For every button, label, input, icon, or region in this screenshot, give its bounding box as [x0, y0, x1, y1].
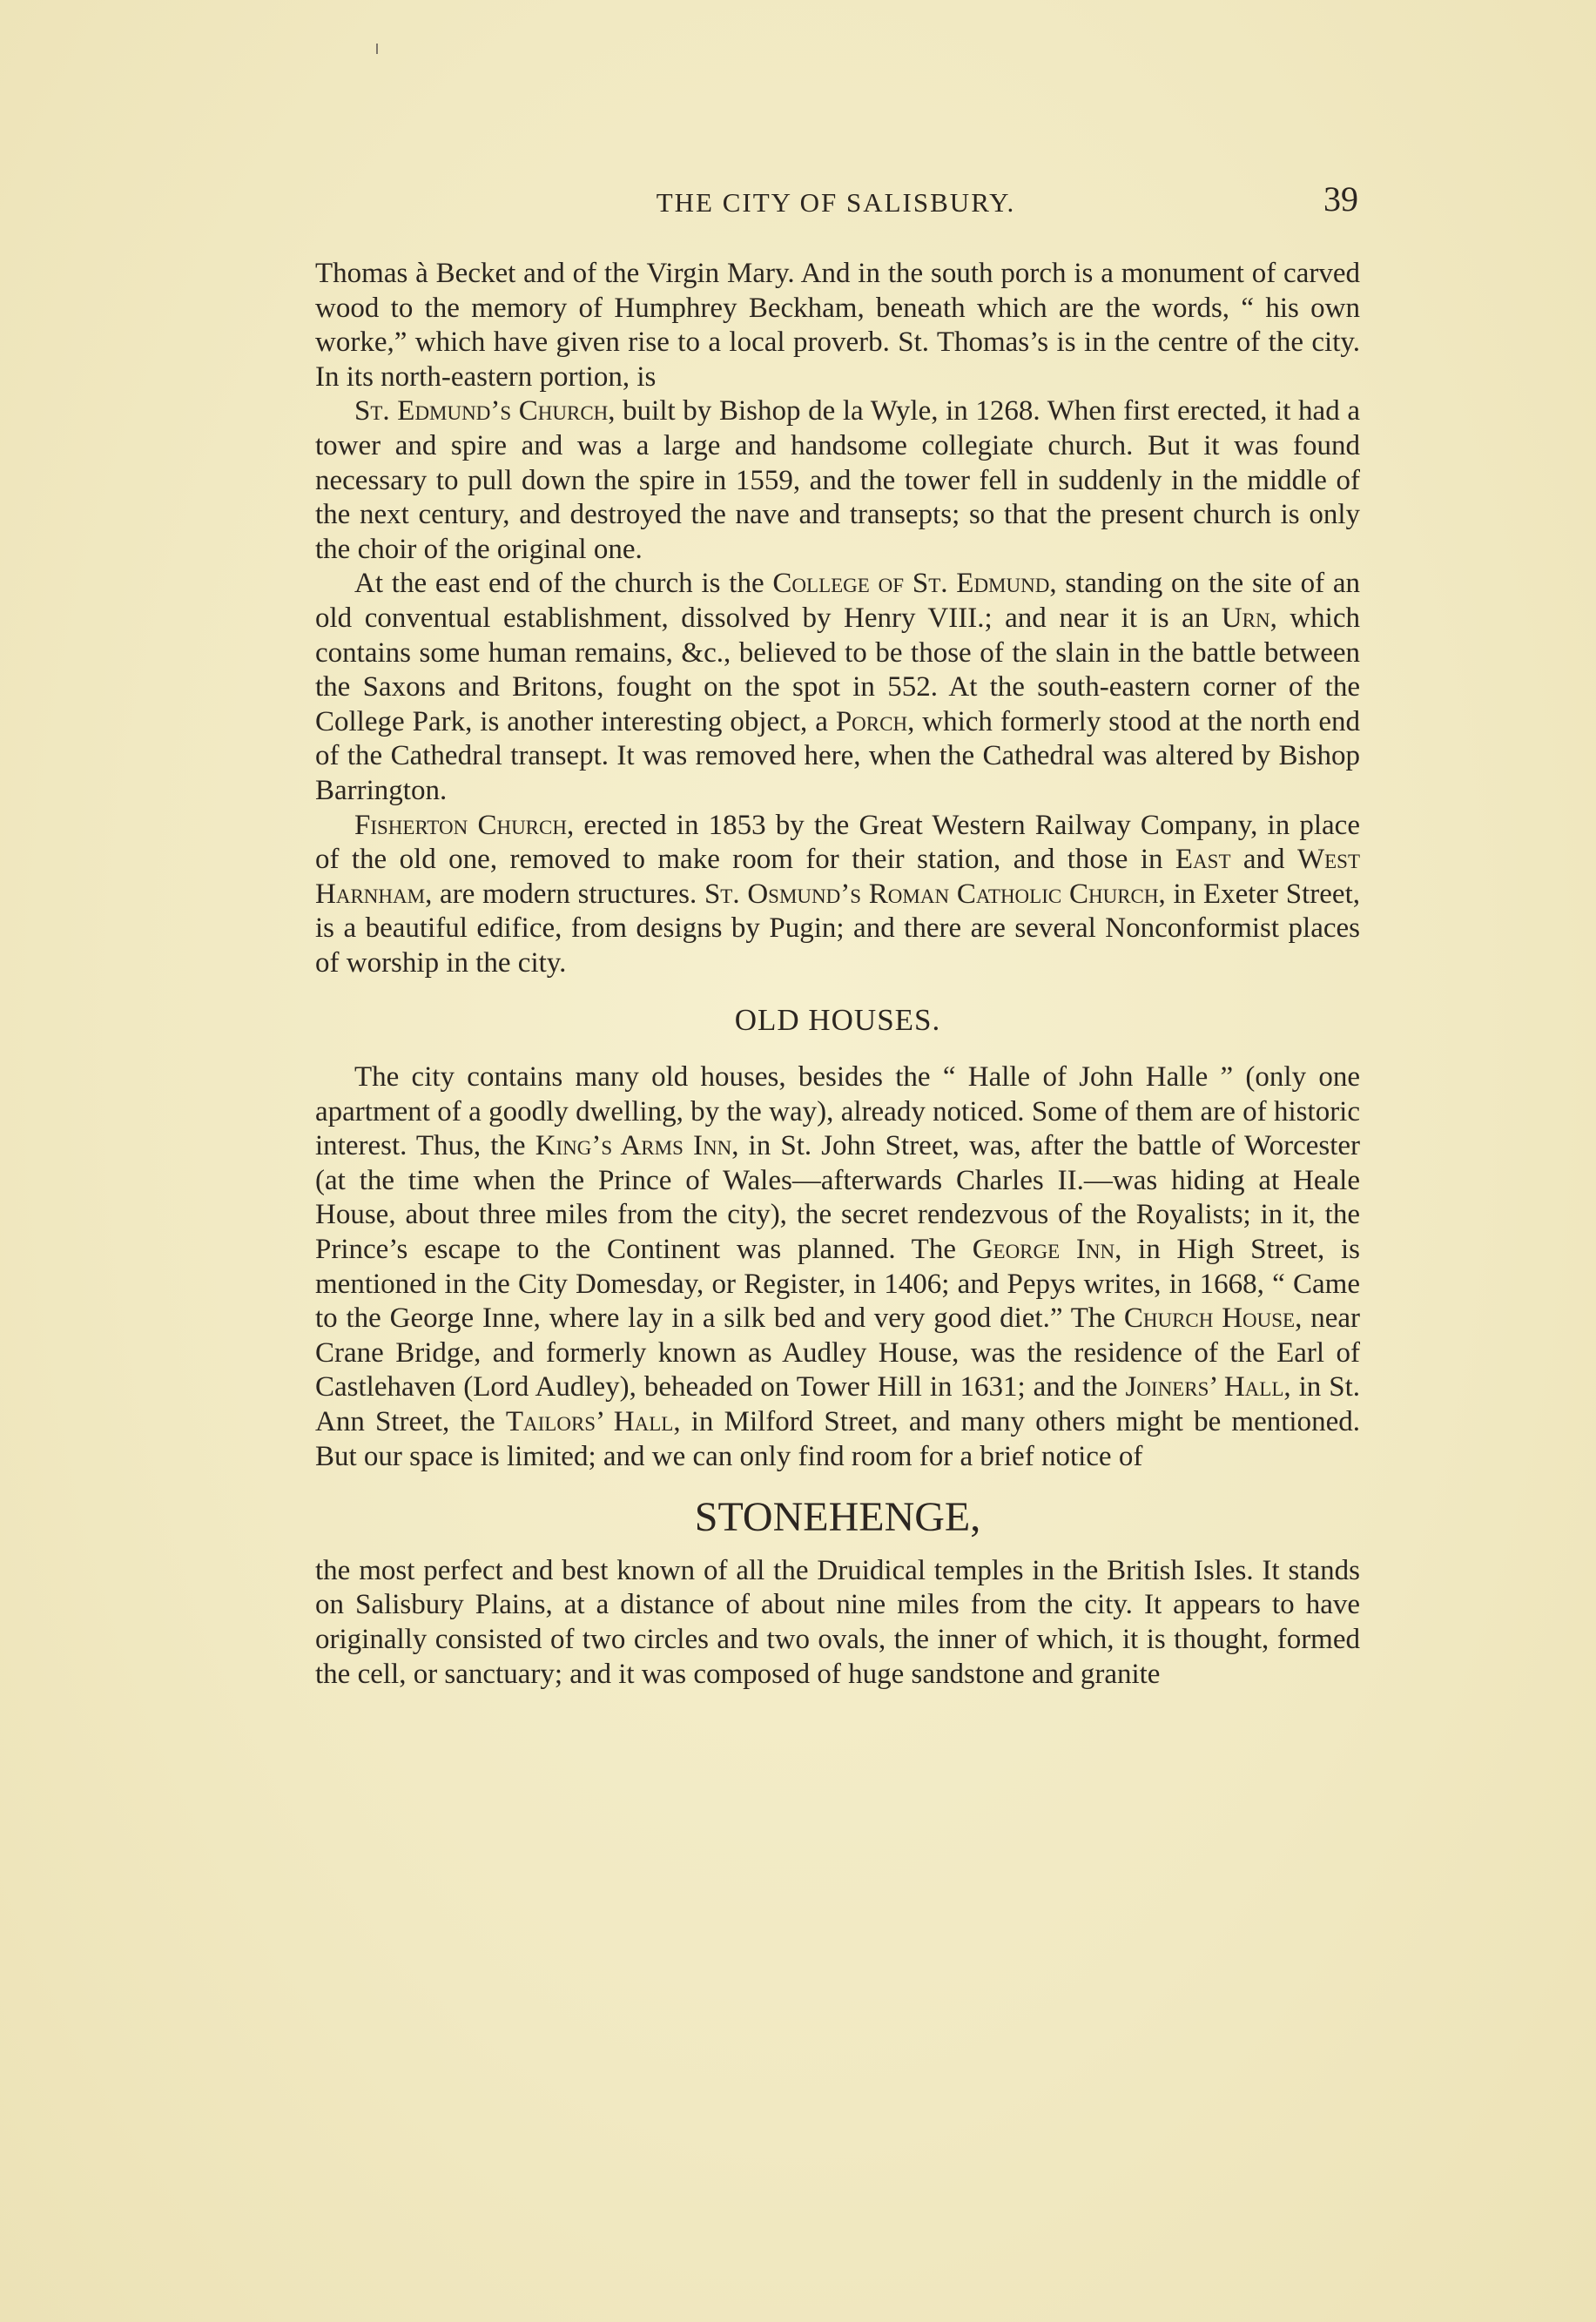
heading-old-houses: OLD HOUSES. — [734, 1003, 941, 1038]
fisherton-text-c: , in Exeter Street, is a beautiful edifice, from designs by Pugin; and there are several Nonconformist places of worship in the city. — [315, 878, 1360, 979]
college-text-d: , which formerly stood at the north end of the Cathedral transept. It was removed here, when the Cathedral was altered by Bishop Barrington. — [315, 705, 1361, 806]
page-number: 39 — [1323, 179, 1358, 219]
ink-speck — [376, 44, 378, 54]
porch-term: Porch — [835, 705, 908, 737]
fisherton-text-a: , erected in 1853 by the Great Western Railway Company, in place of the old one, removed to make room for their station, and those in — [315, 809, 1360, 876]
old-houses-text-c: , in High Street, is mentioned in the City Domesday, or Register, in 1406; and Pepys writes, in 1668, “ Came to the George Inne, where lay in a silk bed and very good diet.” The — [315, 1234, 1361, 1335]
church-house-term: Church House — [1123, 1302, 1296, 1335]
old-houses-text-e: , in St. Ann Street, the — [315, 1371, 1361, 1437]
paragraph-fisherton — [315, 809, 1360, 981]
college-text-b: , standing on the site of an old conventual establishment, dissolved by Henry VIII.; and near it is an — [315, 568, 1361, 634]
george-inn-term: George Inn — [972, 1234, 1115, 1266]
fisherton-text-and: and — [1230, 844, 1297, 876]
west-harnham-term: West Harnham — [315, 844, 1360, 910]
body-text — [315, 257, 1360, 1692]
fisherton-term: Fisherton Church — [354, 809, 567, 841]
paragraph-college — [315, 567, 1360, 808]
st-osmunds-term: St. Osmund’s Roman Catholic Church — [704, 878, 1159, 910]
paragraph-thomas: Thomas à Becket and of the Virgin Mary. And in the south porch is a monument of carved wood to the memory of Humphrey Beckham, beneath which are the words, “ his own worke,” which have given rise to a local proverb. St. Thomas’s is in the centre of the city. In its north-eastern portion, is — [315, 258, 1360, 393]
old-houses-text-d: , near Crane Bridge, and formerly known as Audley House, was the residence of the Earl of Castlehaven (Lord Audley), beheaded on Tower Hill in 1631; and the — [315, 1302, 1360, 1403]
heading-stonehenge: STONEHENGE, — [694, 1494, 981, 1541]
paragraph-st-edmunds-church — [315, 394, 1360, 567]
running-title: THE CITY OF SALISBURY. — [656, 187, 1016, 218]
paragraph-stonehenge: the most perfect and best known of all the Druidical temples in the British Isles. It stands on Salisbury Plains, at a distance of about nine miles from the city. It appears to have originally consisted of two circles and two ovals, the inner of which, it is thought, formed the cell, or sanctuary; and it was composed of huge sandstone and granite — [315, 1554, 1360, 1690]
st-edmunds-church-text: , built by Bishop de la Wyle, in 1268. When first erected, it had a tower and spire and was a large and handsome collegiate church. But it was found necessary to pull down the spire in 1559, and the tower fell in suddenly in the middle of the next century, and destroyed the nave and transepts; so that the present church is only the choir of the original one. — [315, 395, 1360, 565]
old-houses-text-a: The city contains many old houses, besides the “ Halle of John Halle ” (only one apartment of a goodly dwelling, by the way), already noticed. Some of them are of historic interest. Thus, the — [315, 1061, 1360, 1162]
kings-arms-term: King’s Arms Inn — [535, 1130, 732, 1162]
urn-term: Urn — [1221, 602, 1270, 634]
east-term: East — [1175, 844, 1231, 876]
fisherton-text-b: , are modern structures. — [425, 878, 704, 910]
page-header — [313, 178, 1358, 222]
old-houses-text-b: , in St. John Street, was, after the battle of Worcester (at the time when the Prince of Wales—afterwards Charles II.—was hiding at Heale House, about three miles from the city), the secret rendezvous of the Royalists; in it, the Prince’s escape to the Continent was planned. The — [315, 1130, 1360, 1266]
st-edmunds-church-term: St. Edmund’s Church — [354, 395, 609, 427]
tailors-hall-term: Tailors’ Hall — [505, 1406, 674, 1437]
joiners-hall-term: Joiners’ Hall — [1125, 1371, 1284, 1403]
college-text-a: At the east end of the church is the — [354, 568, 773, 600]
paragraph-old-houses — [315, 1060, 1360, 1474]
college-text-c: , which contains some human remains, &c., believed to be those of the slain in the battle between the Saxons and Britons, fought on the spot in 552. At the south-eastern corner of the College Park, is another interesting object, a — [315, 602, 1360, 737]
college-term: College of St. Edmund — [772, 568, 1050, 600]
old-houses-text-f: , in Milford Street, and many others might be mentioned. But our space is limited; and we can only find room for a brief notice of — [315, 1406, 1360, 1472]
